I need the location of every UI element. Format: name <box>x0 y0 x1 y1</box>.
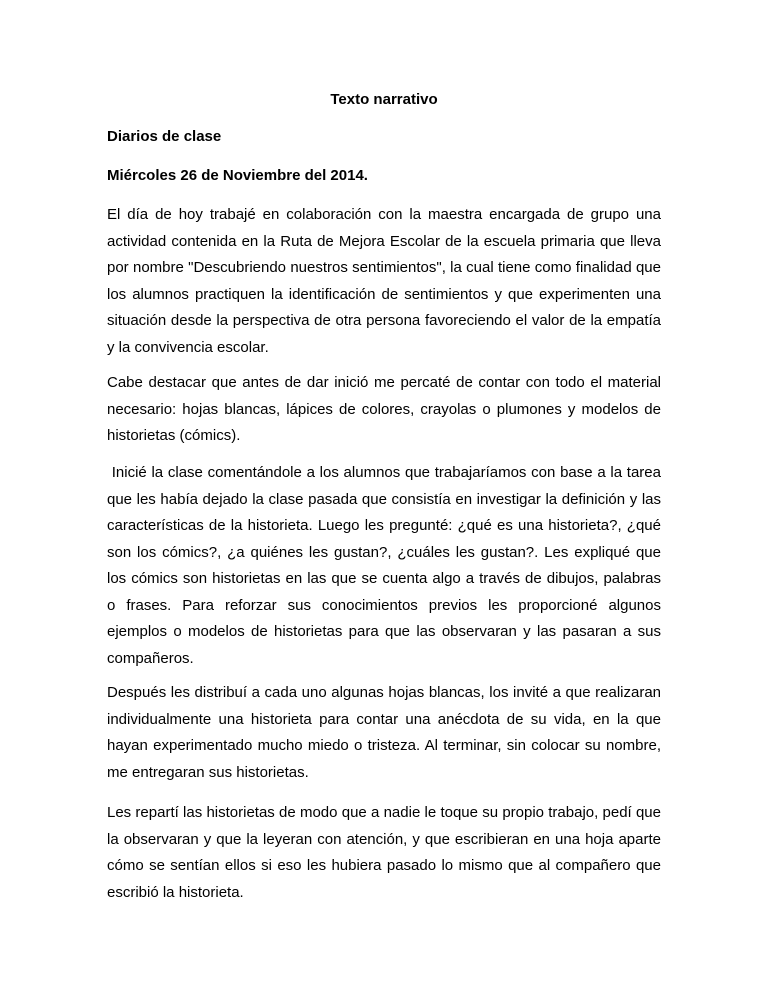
paragraph-3: Inicié la clase comentándole a los alumnos que trabajaríamos con base a la tarea que les había dejado la clase pasada que consistía en investigar la definición y las características de la historieta. Luego les pregunté: ¿qué es una historieta?, ¿qué son los cómics?, ¿a quiénes les gustan?, ¿cuáles les gustan?. Les expliqué que los cómics son historietas en las que se cuenta algo a través de dibujos, palabras o frases. Para reforzar sus conocimientos previos les proporcioné algunos ejemplos o modelos de historietas para que las observaran y las pasaran a sus compañeros. <box>107 464 666 667</box>
paragraph-5: Les repartí las historietas de modo que a nadie le toque su propio trabajo, pedí que la observaran y que la leyeran con atención, y que escribieran en una hoja aparte cómo se sentían ellos si eso les hubiera pasado lo mismo que al compañero que escribió la historieta. <box>107 804 661 901</box>
section-heading: Diarios de clase <box>107 128 222 145</box>
date-heading: Miércoles 26 de Noviembre del 2014. <box>107 167 368 184</box>
document-title: Texto narrativo <box>330 91 438 108</box>
paragraph-2: Cabe destacar que antes de dar inició me percaté de contar con todo el material necesario: hojas blancas, lápices de colores, crayolas o plumones y modelos de historietas (cómics). <box>107 374 661 444</box>
paragraph-1: El día de hoy trabajé en colaboración con la maestra encargada de grupo una actividad contenida en la Ruta de Mejora Escolar de la escuela primaria que lleva por nombre "Descubriendo nuestros sentimientos", la cual tiene como finalidad que los alumnos practiquen la identificación de sentimientos y que experimenten una situación desde la perspectiva de otra persona favoreciendo el valor de la empatía y la convivencia escolar. <box>107 206 661 356</box>
paragraph-4: Después les distribuí a cada uno algunas hojas blancas, los invité a que realizaran individualmente una historieta para contar una anécdota de su vida, en la que hayan experimentado mucho miedo o tristeza. Al terminar, sin colocar su nombre, me entregaran sus historietas. <box>107 684 661 781</box>
